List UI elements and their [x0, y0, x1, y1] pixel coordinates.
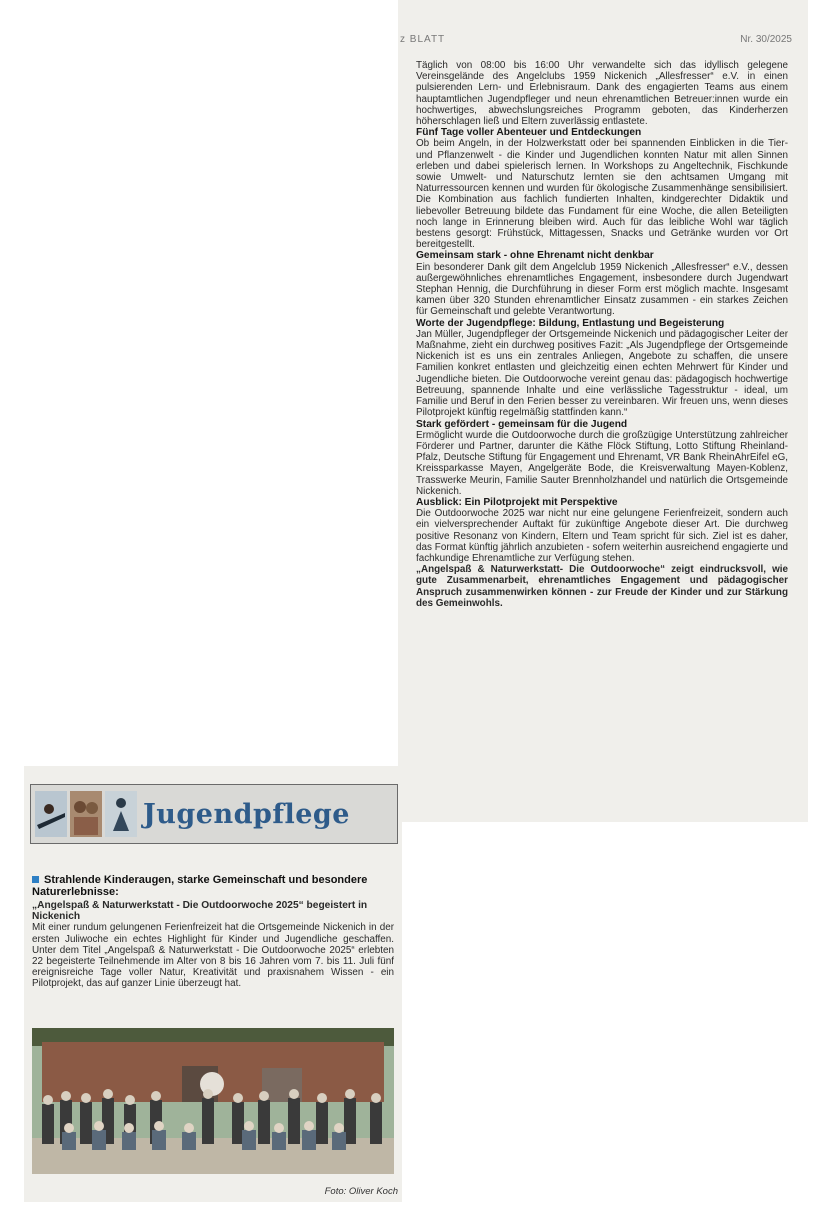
article-body — [416, 60, 788, 609]
bullet-square-icon — [32, 876, 39, 883]
headline — [32, 874, 394, 898]
section-heading: Fünf Tage voller Abenteuer und Entdeckungen — [416, 127, 642, 139]
section-banner — [30, 784, 398, 844]
intro-paragraph: Mit einer rundum gelungenen Ferienfreizeit hat die Ortsgemeinde Nickenich in der ersten Juliwoche ein echtes Highlight für Kinder und Jugendliche geschaffen. Unter dem Titel „Angelspaß & Naturwerkstatt - Die Outdoorwoche 2025“ erlebten 22 begeisterte Teilnehmende im Alter von 8 bis 16 Jahren vom 7. bis 11. Juli fünf ereignisreiche Tage voller Natur, Kreativität und praxisnahem Wissen - ein Pilotprojekt, das auf ganzer Linie überzeugt hat. — [32, 922, 394, 990]
kayak-photo-icon — [35, 791, 67, 837]
newspaper-name: z BLATT — [400, 34, 446, 45]
page-header — [398, 34, 808, 48]
subheadline: „Angelspaß & Naturwerkstatt - Die Outdoorwoche 2025“ begeistert in Nickenich — [32, 900, 368, 923]
closing-statement: „Angelspaß & Naturwerkstatt- Die Outdoorwoche“ zeigt eindrucksvoll, wie gute Zusammenarbeit, ehrenamtliches Engagement und pädagogischer Anspruch zusammenwirken können - zur Freude der Kinder und zur Stärkung des Gemeinwohls. — [416, 564, 788, 609]
article-intro — [32, 874, 394, 990]
paragraph: Die Outdoorwoche 2025 war nicht nur eine gelungene Ferienfreizeit, sondern auch ein vielversprechender Auftakt für zukünftige Angebote dieser Art. Die durchweg positive Resonanz von Kindern, Eltern und Team spricht für sich. Ziel ist es daher, das Format künftig jährlich anzubieten - sofern weiterhin ausreichend engagierte und fachkundige Ehrenamtliche zur Verfügung stehen. — [416, 508, 788, 564]
article-start-clipping — [24, 766, 402, 1202]
banner-title: Jugendpflege — [143, 798, 350, 830]
photo-credit: Foto: Oliver Koch — [324, 1186, 398, 1197]
climber-photo-icon — [105, 791, 137, 837]
paragraph: Täglich von 08:00 bis 16:00 Uhr verwandelte sich das idyllisch gelegene Vereinsgelände des Angelclubs 1959 Nickenich „Allesfresser“ e.V. in einen pulsierenden Lern- und Erlebnisraum. Dank des engagierten Teams aus einem hauptamtlichen Jugendpfleger und neun ehrenamtlichen Betreuer:innen wurde ein hochwertiges, abwechslungsreiches Programm geboten, das Kinderherzen höherschlagen ließ und Eltern zuverlässig entlastete. — [416, 60, 788, 128]
section-heading: Ausblick: Ein Pilotprojekt mit Perspektive — [416, 496, 618, 508]
group-photo — [32, 1028, 394, 1174]
paragraph: Jan Müller, Jugendpfleger der Ortsgemeinde Nickenich und pädagogischer Leiter der Maßnahme, zieht ein durchweg positives Fazit: „Als Jugendpflege der Ortsgemeinde Nickenich ist es uns ein zentrales Anliegen, Angebote zu schaffen, die unsere Familien konkret entlasten und gleichzeitig einen echten Mehrwert für Kinder und Jugendliche bieten. Die Outdoorwoche vereint genau das: pädagogisch hochwertige Betreuung, spannende Inhalte und eine verlässliche Tagesstruktur - ideal, um Familie und Beruf in den Ferien besser zu vereinbaren. Wir freuen uns, wenn dieses Pilotprojekt künftig regelmäßig stattfinden kann.“ — [416, 328, 788, 419]
banner-pictures — [31, 791, 137, 837]
kids-photo-icon — [70, 791, 102, 837]
section-heading: Stark gefördert - gemeinsam für die Jugend — [416, 418, 628, 430]
paragraph: Ein besonderer Dank gilt dem Angelclub 1959 Nickenich „Allesfresser“ e.V., dessen außergewöhnliches ehrenamtliches Engagement, insbesondere durch Jugendwart Stephan Hennig, die Durchführung in dieser Form erst möglich machte. Insgesamt kamen über 320 Stunden ehrenamtlicher Einsatz zusammen - ein starkes Zeichen für Gemeinschaft und gelebte Verantwortung. — [416, 261, 788, 318]
headline-text: Strahlende Kinderaugen, starke Gemeinschaft und besondere Naturerlebnisse: — [32, 874, 368, 898]
article-continuation-clipping — [398, 0, 808, 822]
paragraph: Ermöglicht wurde die Outdoorwoche durch die großzügige Unterstützung zahlreicher Förderer und Partner, darunter die Käthe Flöck Stiftung, Lotto Stiftung Rheinland-Pfalz, Deutsche Stiftung für Engagement und Ehrenamt, VR Bank RheinAhrEifel eG, Kreissparkasse Mayen, Angelgeräte Bode, die Kreisverwaltung Mayen-Koblenz, Trasswerke Meurin, Familie Sauter Brennholzhandel und natürlich die Ortsgemeinde Nickenich. — [416, 429, 788, 497]
paragraph: Ob beim Angeln, in der Holzwerkstatt oder bei spannenden Einblicken in die Tier- und Pflanzenwelt - die Kinder und Jugendlichen konnten Natur mit allen Sinnen erleben und dabei spielerisch lernen. In Workshops zu Angeltechnik, Fischkunde sowie Umwelt- und Naturschutz lernten sie den achtsamen Umgang mit Naturressourcen kennen und wurden für ökologische Zusammenhänge sensibilisiert. Die Kombination aus fachlich fundierten Inhalten, kindgerechter Didaktik und liebevoller Betreuung bildete das Fundament für eine Woche, die allen Beteiligten noch lange in Erinnerung bleiben wird. Auch für das leibliche Wohl war täglich bestens gesorgt: Frühstück, Mittagessen, Snacks und Getränke wurden vor Ort bereitgestellt. — [416, 138, 788, 251]
section-heading: Gemeinsam stark - ohne Ehrenamt nicht denkbar — [416, 250, 654, 262]
section-heading: Worte der Jugendpflege: Bildung, Entlastung und Begeisterung — [416, 317, 725, 329]
issue-number: Nr. 30/2025 — [740, 34, 792, 45]
